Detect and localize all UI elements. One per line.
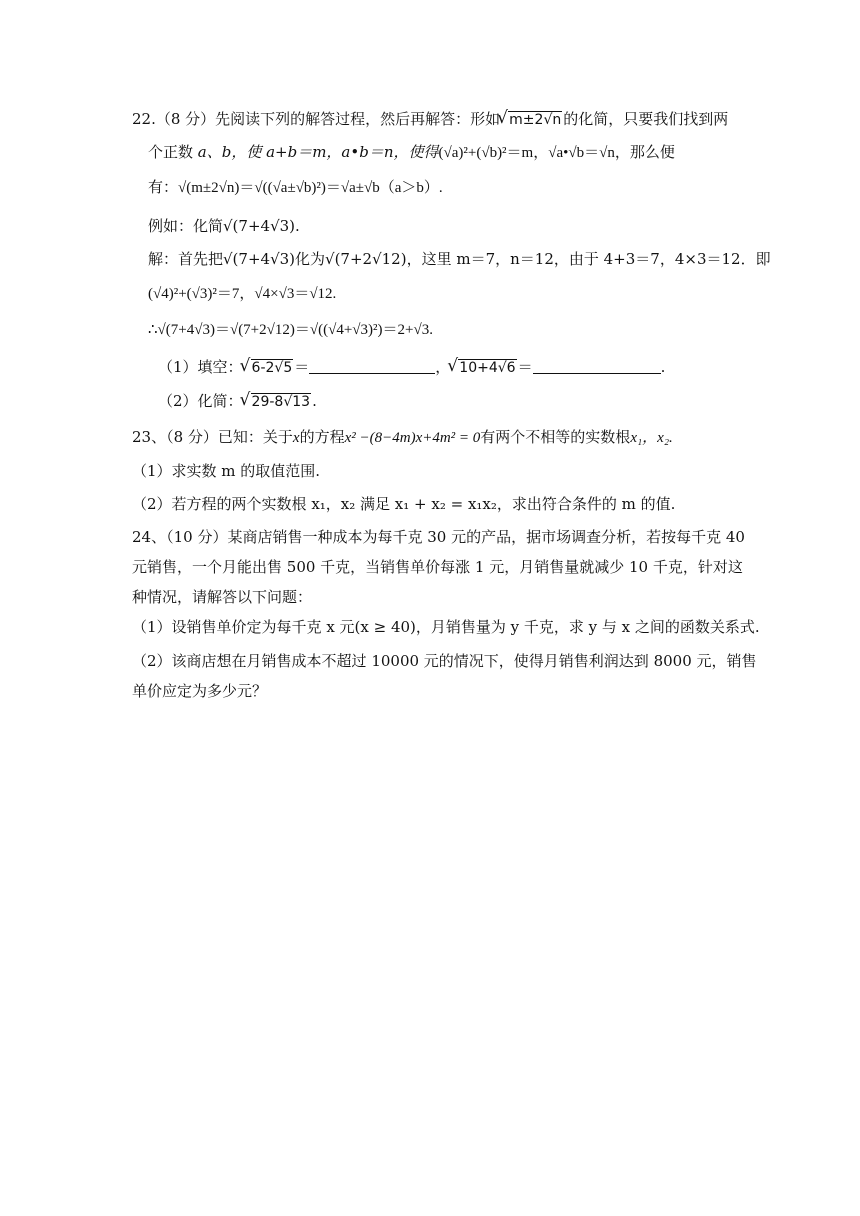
q22-solution-3: ∴√(7+4√3)＝√(7+2√12)＝√((√4+√3)²)＝2+√3.: [148, 322, 433, 338]
q24-line-1: 24、（10 分）某商店销售一种成本为每千克 30 元的产品，据市场调查分析，若按每千克 40: [132, 528, 745, 546]
q22-text: a、b，使 a+b＝m，a•b＝n，使得: [197, 143, 439, 161]
q22-line-2: [148, 141, 675, 164]
q24-line-3: 种情况，请解答以下问题：: [132, 588, 313, 606]
q22-solution-1: 解：首先把√(7+4√3)化为√(7+2√12)，这里 m＝7，n＝12，由于 4+3＝7，4×3＝12．即: [148, 250, 771, 268]
q24-part-2b: 单价应定为多少元？: [132, 682, 268, 700]
q23-roots: x₁，x₂.: [630, 430, 673, 446]
q23-part-2: （2）若方程的两个实数根 x₁，x₂ 满足 x₁ + x₂ = x₁x₂，求出符合条件的 m 的值.: [132, 495, 676, 513]
q22-example: 例如：化简√(7+4√3).: [148, 217, 300, 235]
radical-6-2root5: √ 6-2√5: [243, 356, 294, 378]
q22-part-1: （1）填空：√ 6-2√5 ＝ ，√ 10+4√6 ＝ .: [158, 356, 665, 378]
part-label: （1）填空：: [158, 358, 243, 376]
q24-part-1: （1）设销售单价定为每千克 x 元(x ≥ 40)，月销售量为 y 千克，求 y 与 x 之间的函数关系式.: [132, 618, 760, 636]
q23-line-1: [132, 426, 673, 449]
q22-solution-2: (√4)²+(√3)²＝7，√4×√3＝√12.: [148, 286, 337, 302]
radical-29-8root13: √ 29-8√13: [243, 390, 312, 412]
answer-blank-2[interactable]: [533, 359, 661, 374]
radical-10-4root6: √ 10+4√6: [450, 356, 516, 378]
q23-text: 有两个不相等的实数根: [480, 428, 631, 446]
answer-blank-1[interactable]: [309, 359, 435, 374]
q22-text: 22.（8 分）先阅读下列的解答过程，然后再解答：形如: [132, 110, 501, 128]
q23-equation: x² −(8−4m)x+4m² = 0: [344, 430, 481, 446]
part-label: （2）化简：: [158, 392, 243, 410]
q23-part-1: （1）求实数 m 的取值范围.: [132, 462, 321, 480]
q23-text: 23、（8 分）已知：关于: [132, 428, 293, 446]
q22-part-2: （2）化简：√ 29-8√13 .: [158, 390, 317, 412]
radical-m-2n: √ m±2√n: [500, 108, 562, 130]
var-x: x: [292, 430, 300, 446]
q24-line-2: 元销售，一个月能出售 500 千克，当销售单价每涨 1 元，月销售量就减少 10 千克，针对这: [132, 558, 743, 576]
q22-text: 的化简，只要我们找到两: [563, 110, 729, 128]
q22-line-1: [132, 108, 728, 130]
q22-text: 个正数: [148, 143, 198, 161]
q23-text: 的方程: [299, 428, 345, 446]
q24-part-2a: （2）该商店想在月销售成本不超过 10000 元的情况下，使得月销售利润达到 8000 元，销售: [132, 652, 757, 670]
q22-formula: (√a)²+(√b)²＝m，√a•√b＝√n，那么便: [438, 145, 675, 161]
q22-line-3: 有：√(m±2√n)＝√((√a±√b)²)＝√a±√b（a＞b）.: [148, 180, 443, 196]
